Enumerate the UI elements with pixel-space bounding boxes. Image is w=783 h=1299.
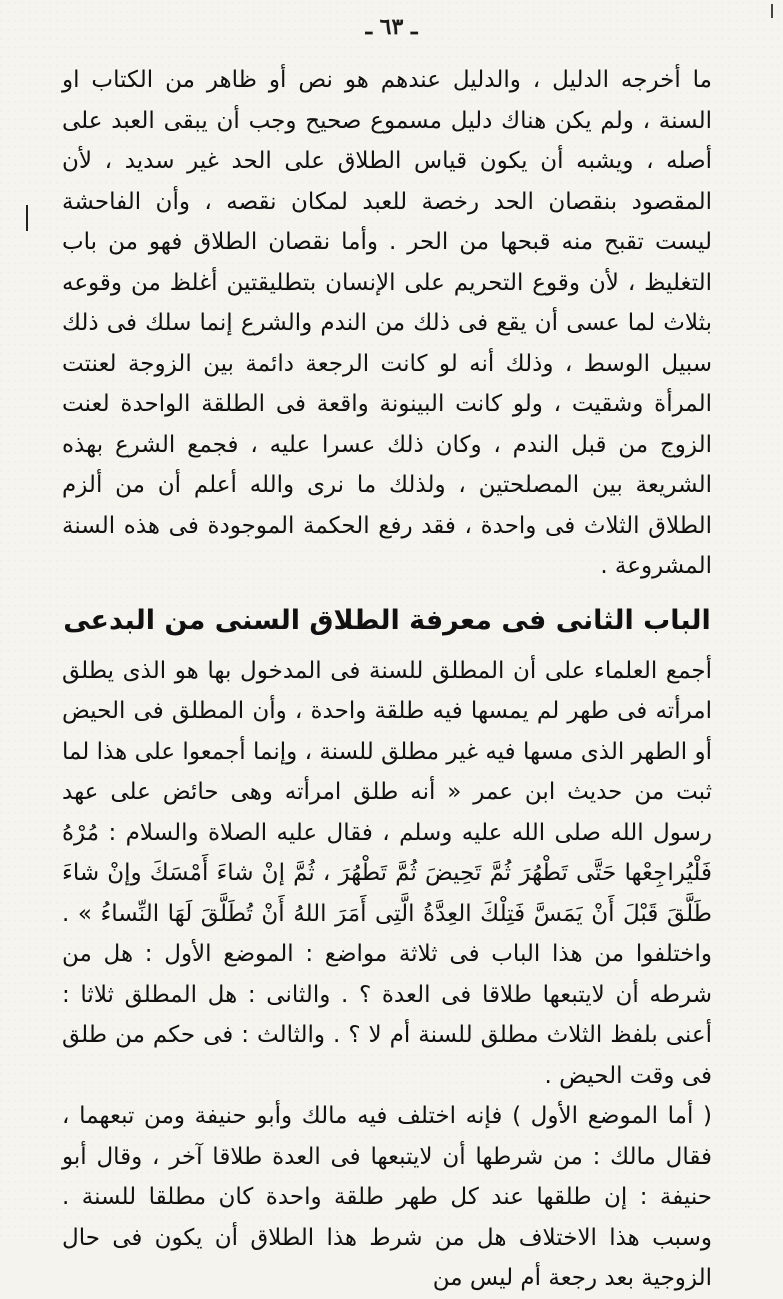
paragraph-3: ( أما الموضع الأول ) فإنه اختلف فيه مالك وأبو حنيفة ومن تبعهما ، فقال مالك : من شرطها أن لايتبعها فى العدة طلاقا آخر ، وقال أبو حنيفة : إن طلقها عند كل طهر طلقة واحدة كان مطلقا للسنة . وسبب هذا الاختلاف هل من شرط هذا الطلاق أن يكون فى حال الزوجية بعد رجعة أم ليس من [62, 1103, 712, 1291]
margin-mark [26, 205, 28, 231]
chapter-heading: الباب الثانى فى معرفة الطلاق السنى من البدعى [63, 604, 711, 636]
paragraph-1: ما أخرجه الدليل ، والدليل عندهم هو نص أو ظاهر من الكتاب او السنة ، ولم يكن هناك دليل مسموع صحيح وجب أن يبقى العبد على أصله ، ويشبه أن يكون قياس الطلاق على الحد غير سديد ، لأن المقصود بنقصان الحد رخصة للعبد لمكان نقصه ، وأن الفاحشة ليست تقبح منه قبحها من الحر . وأما نقصان الطلاق فهو من باب التغليظ ، لأن وقوع التحريم على الإنسان بتطليقتين أغلظ من وقوعه بثلاث لما عسى أن يقع فى ذلك من الندم والشرع إنما سلك فى ذلك سبيل الوسط ، وذلك أنه لو كانت الرجعة دائمة بين الزوجة لعنتت المرأة وشقيت ، ولو كانت البينونة واقعة فى الطلقة الواحدة لعنت الزوج من قبل الندم ، وكان ذلك عسرا عليه ، فجمع الشرع بهذه الشريعة بين المصلحتين ، ولذلك ما نرى والله أعلم أن من ألزم الطلاق الثلاث فى واحدة ، فقد رفع الحكمة الموجودة فى هذه السنة المشروعة . [62, 67, 712, 579]
page-number: ـ ٦٣ ـ [365, 14, 418, 40]
paragraph-2: أجمع العلماء على أن المطلق للسنة فى المدخول بها هو الذى يطلق امرأته فى طهر لم يمسها فيه طلقة واحدة ، وأن المطلق فى الحيض أو الطهر الذى مسها فيه غير مطلق للسنة ، وإنما أجمعوا على هذا لما ثبت من حديث ابن عمر « أنه طلق امرأته وهى حائض على عهد رسول الله صلى الله عليه وسلم ، فقال عليه الصلاة والسلام : مُرْهُ فَلْيُراجِعْها حَتَّى تَطْهُرَ ثُمَّ تَحِيضَ ثُمَّ تَطْهُرَ ، ثُمَّ إنْ شاءَ أَمْسَكَ وإنْ شاءَ طَلَّقَ قَبْلَ أَنْ يَمَسَّ فَتِلْكَ العِدَّةُ الَّتِى أَمَرَ اللهُ أَنْ تُطَلَّقَ لَهَا النِّساءُ » . واختلفوا من هذا الباب فى ثلاثة مواضع : الموضع الأول : هل من شرطه أن لايتبعها طلاقا فى العدة ؟ . والثانى : هل المطلق ثلاثا : أعنى بلفظ الثلاث مطلق للسنة أم لا ؟ . والثالث : فى حكم من طلق فى وقت الحيض . [62, 657, 712, 1089]
page-body [62, 60, 712, 1299]
